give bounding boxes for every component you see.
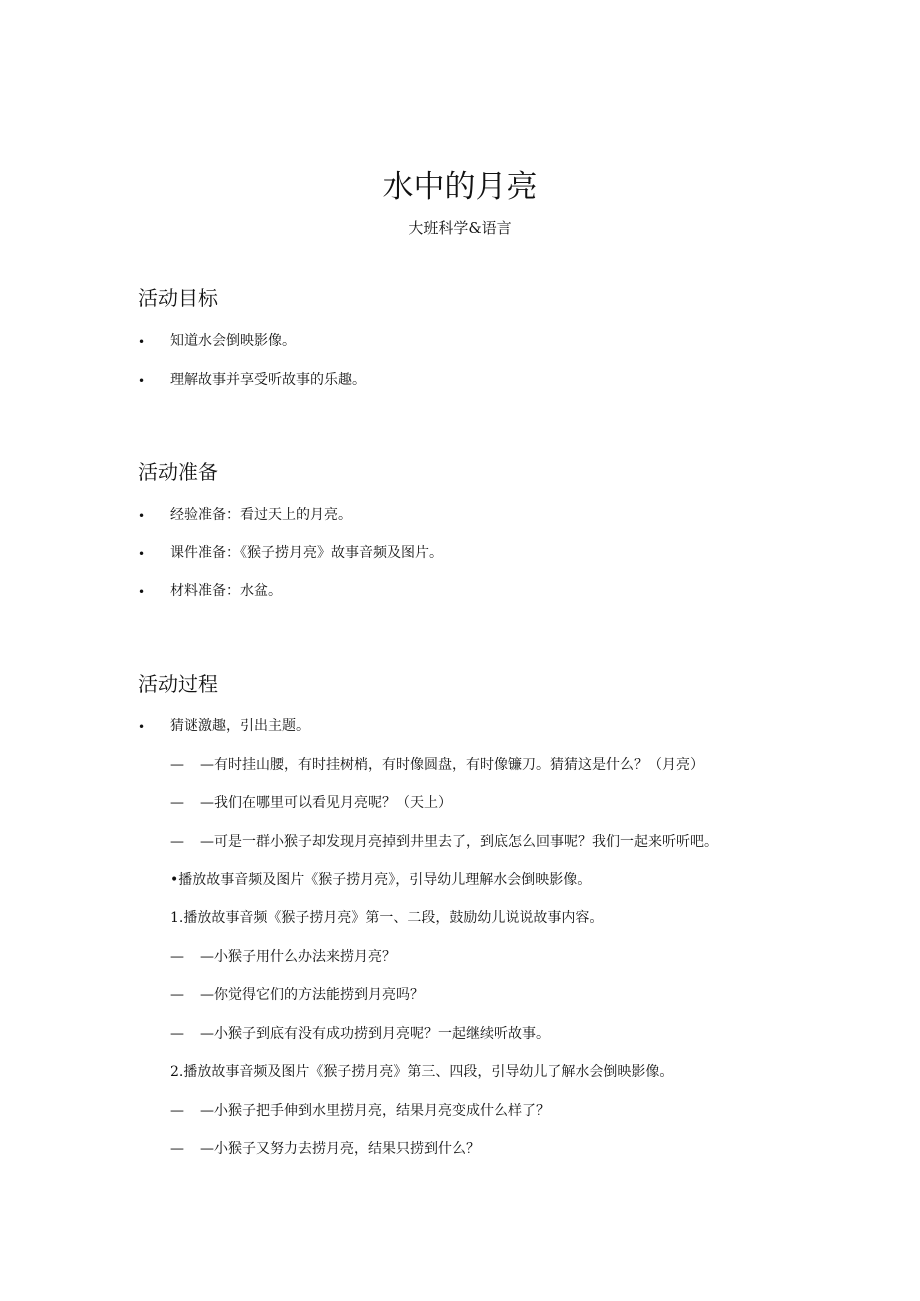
dash-marker: — — [170, 757, 184, 773]
list-item: 理解故事并享受听故事的乐趣。 — [170, 372, 366, 388]
dash-marker: — — [170, 1141, 184, 1157]
bullet-marker: • — [138, 509, 146, 523]
dash-marker: — — [170, 834, 184, 850]
bullet-marker: • — [138, 585, 146, 599]
process-line: —可是一群小猴子却发现月亮掉到井里去了，到底怎么回事呢？我们一起来听听吧。 — [200, 834, 718, 850]
bullet-marker: • — [138, 335, 146, 349]
dash-marker: — — [170, 949, 184, 965]
section-heading-process: 活动过程 — [138, 672, 218, 696]
list-item: 课件准备：《猴子捞月亮》故事音频及图片。 — [170, 545, 443, 561]
section-heading-preparation: 活动准备 — [138, 460, 218, 484]
bullet-marker: • — [138, 720, 146, 734]
list-item: 猜谜激趣，引出主题。 — [170, 718, 310, 734]
bullet-marker: • — [138, 374, 146, 388]
page-title: 水中的月亮 — [382, 169, 538, 205]
dash-marker: — — [170, 1026, 184, 1042]
process-line: —小猴子用什么办法来捞月亮？ — [200, 949, 396, 965]
page-subtitle: 大班科学&语言 — [408, 219, 512, 237]
process-line: —你觉得它们的方法能捞到月亮吗？ — [200, 987, 424, 1003]
dash-marker: — — [170, 795, 184, 811]
section-heading-goals: 活动目标 — [138, 286, 218, 310]
process-step: 2.播放故事音频及图片《猴子捞月亮》第三、四段，引导幼儿了解水会倒映影像。 — [170, 1064, 674, 1080]
process-subheading: •播放故事音频及图片《猴子捞月亮》，引导幼儿理解水会倒映影像。 — [170, 872, 592, 888]
dash-marker: — — [170, 1103, 184, 1119]
list-item: 材料准备：水盆。 — [170, 583, 282, 599]
process-line: —小猴子又努力去捞月亮，结果只捞到什么？ — [200, 1141, 480, 1157]
bullet-marker: • — [138, 547, 146, 561]
process-step: 1.播放故事音频《猴子捞月亮》第一、二段，鼓励幼儿说说故事内容。 — [170, 910, 604, 926]
dash-marker: — — [170, 987, 184, 1003]
process-line: —我们在哪里可以看见月亮呢？（天上） — [200, 795, 452, 811]
process-line: —小猴子把手伸到水里捞月亮，结果月亮变成什么样了？ — [200, 1103, 550, 1119]
list-item: 知道水会倒映影像。 — [170, 333, 296, 349]
process-line: —小猴子到底有没有成功捞到月亮呢？一起继续听故事。 — [200, 1026, 550, 1042]
process-line: —有时挂山腰，有时挂树梢，有时像圆盘，有时像镰刀。猜猜这是什么？（月亮） — [200, 757, 704, 773]
list-item: 经验准备：看过天上的月亮。 — [170, 507, 352, 523]
